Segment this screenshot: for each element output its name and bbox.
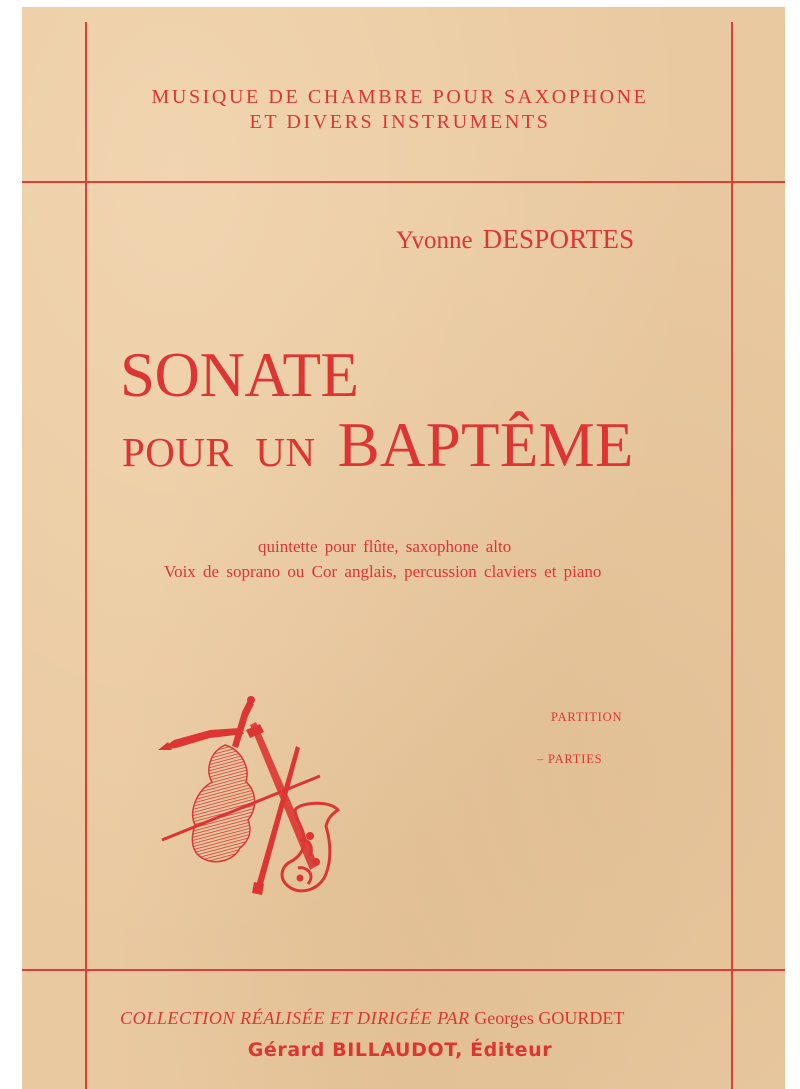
publisher-name: Gérard BILLAUDOT, Éditeur xyxy=(247,1039,553,1061)
subtitle-line2: Voix de soprano ou Cor anglais, percussion claviers et piano xyxy=(164,562,602,581)
composer-name xyxy=(396,224,634,255)
collection-credit xyxy=(120,1008,624,1029)
title-word-un: UN xyxy=(255,429,316,475)
edition-score-label: PARTITION xyxy=(551,710,623,724)
instruments-illustration-icon xyxy=(150,690,345,905)
series-heading-line2: ET DIVERS INSTRUMENTS xyxy=(249,111,551,133)
collection-prefix: COLLECTION RÉALISÉE ET DIRIGÉE PAR xyxy=(120,1008,470,1028)
frame-rule-bottom xyxy=(22,969,785,971)
series-heading-line1: MUSIQUE DE CHAMBRE POUR SAXOPHONE xyxy=(151,86,649,108)
title-word-pour: POUR xyxy=(122,429,234,475)
subtitle-line1: quintette pour flûte, saxophone alto xyxy=(258,537,512,556)
composer-last-name: DESPORTES xyxy=(482,224,635,254)
title-line2 xyxy=(122,410,634,494)
title-word-bapteme: BAPTÊME xyxy=(337,410,634,480)
collection-editor: Georges GOURDET xyxy=(474,1008,625,1028)
title-line1: SONATE xyxy=(120,340,359,410)
frame-rule-top xyxy=(22,181,785,183)
edition-parts-label: – PARTIES xyxy=(537,752,603,766)
composer-first-name: Yvonne xyxy=(396,227,473,254)
